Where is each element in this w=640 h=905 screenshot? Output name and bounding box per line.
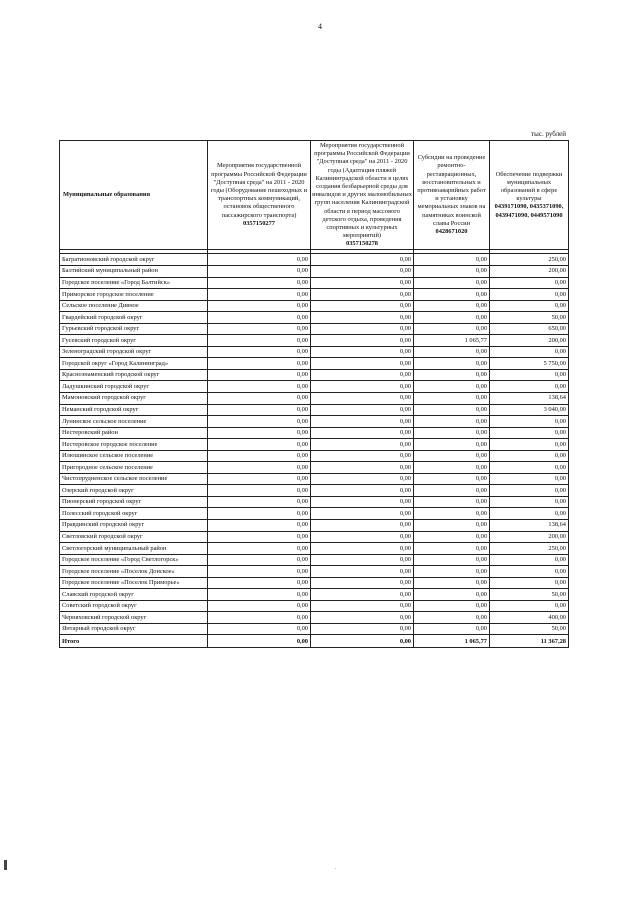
amount-c3: 0,00 bbox=[414, 346, 490, 358]
amount-c2: 0,00 bbox=[311, 577, 414, 589]
amount-c4: 0,00 bbox=[490, 369, 569, 381]
municipality-name: Неманский городской округ bbox=[60, 404, 208, 416]
amount-c4: 11 367,28 bbox=[490, 635, 569, 648]
table-row bbox=[60, 277, 569, 289]
municipality-name: Городское поселение «Город Светлогорск» bbox=[60, 554, 208, 566]
amount-c3: 0,00 bbox=[414, 473, 490, 485]
amount-c3: 0,00 bbox=[414, 600, 490, 612]
amount-c2: 0,00 bbox=[311, 346, 414, 358]
table-row bbox=[60, 289, 569, 301]
scan-margin-mark bbox=[4, 860, 7, 870]
amount-c4: 5 750,00 bbox=[490, 358, 569, 370]
municipality-name: Зеленоградский городской округ bbox=[60, 346, 208, 358]
municipality-name: Гурьевский городской округ bbox=[60, 323, 208, 335]
amount-c2: 0,00 bbox=[311, 554, 414, 566]
amount-c1: 0,00 bbox=[208, 416, 311, 428]
amount-c1: 0,00 bbox=[208, 450, 311, 462]
table-row bbox=[60, 358, 569, 370]
amount-c2: 0,00 bbox=[311, 612, 414, 624]
amount-c4: 50,00 bbox=[490, 623, 569, 635]
amount-c3: 0,00 bbox=[414, 612, 490, 624]
amount-c3: 0,00 bbox=[414, 358, 490, 370]
amount-c1: 0,00 bbox=[208, 612, 311, 624]
amount-c1: 0,00 bbox=[208, 600, 311, 612]
amount-c3: 0,00 bbox=[414, 404, 490, 416]
municipality-name: Черняховский городской округ bbox=[60, 612, 208, 624]
amount-c1: 0,00 bbox=[208, 566, 311, 578]
amount-c3: 0,00 bbox=[414, 393, 490, 405]
amount-c3: 0,00 bbox=[414, 312, 490, 324]
amount-c2: 0,00 bbox=[311, 543, 414, 555]
amount-c3: 0,00 bbox=[414, 485, 490, 497]
amount-c3: 0,00 bbox=[414, 462, 490, 474]
municipality-name: Советский городской округ bbox=[60, 600, 208, 612]
amount-c2: 0,00 bbox=[311, 312, 414, 324]
amount-c3: 0,00 bbox=[414, 450, 490, 462]
table-row bbox=[60, 462, 569, 474]
amount-c2: 0,00 bbox=[311, 277, 414, 289]
amount-c2: 0,00 bbox=[311, 427, 414, 439]
column-header-code: 0357150278 bbox=[346, 240, 378, 248]
amount-c2: 0,00 bbox=[311, 265, 414, 277]
amount-c1: 0,00 bbox=[208, 473, 311, 485]
municipality-name: Светлогорский муниципальный район bbox=[60, 543, 208, 555]
table-row bbox=[60, 600, 569, 612]
amount-c2: 0,00 bbox=[311, 566, 414, 578]
amount-c4: 0,00 bbox=[490, 577, 569, 589]
amount-c4: 250,00 bbox=[490, 254, 569, 266]
column-header-text: Муниципальные образования bbox=[63, 191, 151, 199]
table-row bbox=[60, 589, 569, 601]
table-row bbox=[60, 427, 569, 439]
municipality-name: Светловский городской округ bbox=[60, 531, 208, 543]
amount-c2: 0,00 bbox=[311, 485, 414, 497]
amount-c4: 3 040,00 bbox=[490, 404, 569, 416]
amount-c3: 1 065,77 bbox=[414, 635, 490, 648]
amount-c3: 0,00 bbox=[414, 416, 490, 428]
municipality-name: Гусевский городской округ bbox=[60, 335, 208, 347]
amount-c1: 0,00 bbox=[208, 265, 311, 277]
column-header-text: Мероприятия государственной программы Российской Федерации "Доступная среда" на 2011 - 2020 годы (Оборудование пешеходных и транспортных коммуникаций, остановок общественного пассажирского транспорта) bbox=[210, 162, 308, 219]
amount-c4: 0,00 bbox=[490, 439, 569, 451]
amount-c3: 0,00 bbox=[414, 277, 490, 289]
amount-c2: 0,00 bbox=[311, 508, 414, 520]
amount-c1: 0,00 bbox=[208, 589, 311, 601]
amount-c4: 650,00 bbox=[490, 323, 569, 335]
table-row bbox=[60, 312, 569, 324]
table-row bbox=[60, 612, 569, 624]
amount-c1: 0,00 bbox=[208, 623, 311, 635]
amount-c3: 0,00 bbox=[414, 589, 490, 601]
amount-c3: 0,00 bbox=[414, 508, 490, 520]
amount-c4: 0,00 bbox=[490, 346, 569, 358]
municipality-name: Полесский городской округ bbox=[60, 508, 208, 520]
municipality-name: Приморское городское поселение bbox=[60, 289, 208, 301]
table-row bbox=[60, 335, 569, 347]
amount-c2: 0,00 bbox=[311, 635, 414, 648]
municipality-name: Озерский городской округ bbox=[60, 485, 208, 497]
amount-c3: 0,00 bbox=[414, 439, 490, 451]
amount-c2: 0,00 bbox=[311, 369, 414, 381]
municipality-name: Городское поселение «Поселок Приморье» bbox=[60, 577, 208, 589]
amount-c1: 0,00 bbox=[208, 508, 311, 520]
municipality-name: Чистопрудненское сельское поселение bbox=[60, 473, 208, 485]
footer-mark: . bbox=[335, 865, 337, 871]
column-header-c1 bbox=[208, 141, 311, 250]
municipality-name: Итого bbox=[60, 635, 208, 648]
amount-c3: 0,00 bbox=[414, 520, 490, 532]
column-header-c4 bbox=[490, 141, 569, 250]
amount-c4: 138,64 bbox=[490, 393, 569, 405]
amount-c4: 50,00 bbox=[490, 589, 569, 601]
table-row bbox=[60, 520, 569, 532]
amount-c4: 0,00 bbox=[490, 473, 569, 485]
amount-c2: 0,00 bbox=[311, 404, 414, 416]
table-row bbox=[60, 566, 569, 578]
amount-c2: 0,00 bbox=[311, 416, 414, 428]
amount-c4: 0,00 bbox=[490, 508, 569, 520]
municipality-name: Городской округ «Город Калининград» bbox=[60, 358, 208, 370]
amount-c4: 0,00 bbox=[490, 566, 569, 578]
amount-c1: 0,00 bbox=[208, 381, 311, 393]
municipality-name: Янтарный городской округ bbox=[60, 623, 208, 635]
column-header-text: Субсидии на проведение ремонтно-реставрационных, восстановительных и противоаварийных работ и установку мемориальных знаков на памятниках воинской славы России bbox=[417, 154, 486, 227]
amount-c2: 0,00 bbox=[311, 323, 414, 335]
amount-c2: 0,00 bbox=[311, 300, 414, 312]
amount-c1: 0,00 bbox=[208, 312, 311, 324]
amount-c4: 138,64 bbox=[490, 520, 569, 532]
amount-c1: 0,00 bbox=[208, 635, 311, 648]
amount-c1: 0,00 bbox=[208, 439, 311, 451]
table-row bbox=[60, 623, 569, 635]
amount-c1: 0,00 bbox=[208, 393, 311, 405]
amount-c1: 0,00 bbox=[208, 369, 311, 381]
table-row bbox=[60, 323, 569, 335]
table-header bbox=[60, 141, 569, 254]
budget-table bbox=[59, 140, 569, 648]
table-row bbox=[60, 496, 569, 508]
table-row bbox=[60, 369, 569, 381]
table-row bbox=[60, 254, 569, 266]
table-row bbox=[60, 508, 569, 520]
municipality-name: Славский городской округ bbox=[60, 589, 208, 601]
municipality-name: Пригородное сельское поселение bbox=[60, 462, 208, 474]
amount-c2: 0,00 bbox=[311, 600, 414, 612]
amount-c2: 0,00 bbox=[311, 439, 414, 451]
amount-c4: 200,00 bbox=[490, 265, 569, 277]
table-row bbox=[60, 543, 569, 555]
amount-c3: 0,00 bbox=[414, 427, 490, 439]
table-row bbox=[60, 381, 569, 393]
amount-c1: 0,00 bbox=[208, 577, 311, 589]
total-row bbox=[60, 635, 569, 648]
amount-c1: 0,00 bbox=[208, 404, 311, 416]
amount-c3: 0,00 bbox=[414, 289, 490, 301]
amount-c4: 0,00 bbox=[490, 381, 569, 393]
municipality-name: Балтийский муниципальный район bbox=[60, 265, 208, 277]
municipality-name: Лунинское сельское поселение bbox=[60, 416, 208, 428]
amount-c4: 200,00 bbox=[490, 335, 569, 347]
amount-c1: 0,00 bbox=[208, 254, 311, 266]
amount-c2: 0,00 bbox=[311, 381, 414, 393]
amount-c3: 1 065,77 bbox=[414, 335, 490, 347]
amount-c1: 0,00 bbox=[208, 485, 311, 497]
table-row bbox=[60, 416, 569, 428]
amount-c1: 0,00 bbox=[208, 323, 311, 335]
amount-c2: 0,00 bbox=[311, 393, 414, 405]
unit-label: тыс. рублей bbox=[531, 130, 566, 138]
amount-c4: 200,00 bbox=[490, 531, 569, 543]
column-header-c2 bbox=[311, 141, 414, 250]
municipality-name: Багратионовский городской округ bbox=[60, 254, 208, 266]
amount-c1: 0,00 bbox=[208, 462, 311, 474]
amount-c3: 0,00 bbox=[414, 543, 490, 555]
amount-c4: 0,00 bbox=[490, 427, 569, 439]
municipality-name: Мамоновский городской округ bbox=[60, 393, 208, 405]
amount-c3: 0,00 bbox=[414, 369, 490, 381]
amount-c3: 0,00 bbox=[414, 323, 490, 335]
municipality-name: Краснознаменский городской округ bbox=[60, 369, 208, 381]
amount-c4: 250,00 bbox=[490, 543, 569, 555]
amount-c2: 0,00 bbox=[311, 358, 414, 370]
amount-c1: 0,00 bbox=[208, 358, 311, 370]
amount-c2: 0,00 bbox=[311, 520, 414, 532]
municipality-name: Нестеровский район bbox=[60, 427, 208, 439]
column-header-code: 0428671020 bbox=[435, 227, 468, 235]
amount-c3: 0,00 bbox=[414, 566, 490, 578]
amount-c4: 50,00 bbox=[490, 312, 569, 324]
amount-c3: 0,00 bbox=[414, 577, 490, 589]
municipality-name: Ладушкинский городской округ bbox=[60, 381, 208, 393]
page-number: 4 bbox=[318, 22, 322, 31]
amount-c1: 0,00 bbox=[208, 531, 311, 543]
amount-c1: 0,00 bbox=[208, 335, 311, 347]
table-row bbox=[60, 439, 569, 451]
table-body bbox=[60, 254, 569, 648]
amount-c2: 0,00 bbox=[311, 496, 414, 508]
amount-c4: 0,00 bbox=[490, 289, 569, 301]
amount-c3: 0,00 bbox=[414, 254, 490, 266]
amount-c3: 0,00 bbox=[414, 300, 490, 312]
amount-c1: 0,00 bbox=[208, 346, 311, 358]
amount-c1: 0,00 bbox=[208, 300, 311, 312]
municipality-name: Гвардейский городской округ bbox=[60, 312, 208, 324]
amount-c4: 0,00 bbox=[490, 462, 569, 474]
table-row bbox=[60, 346, 569, 358]
table-row bbox=[60, 393, 569, 405]
amount-c2: 0,00 bbox=[311, 462, 414, 474]
amount-c1: 0,00 bbox=[208, 277, 311, 289]
column-header-name bbox=[60, 141, 208, 250]
amount-c3: 0,00 bbox=[414, 265, 490, 277]
municipality-name: Правдинский городской округ bbox=[60, 520, 208, 532]
municipality-name: Нестеровское городское поселение bbox=[60, 439, 208, 451]
amount-c2: 0,00 bbox=[311, 623, 414, 635]
municipality-name: Сельское поселение Дивное bbox=[60, 300, 208, 312]
amount-c4: 0,00 bbox=[490, 554, 569, 566]
table-row bbox=[60, 531, 569, 543]
table-row bbox=[60, 450, 569, 462]
column-header-c3 bbox=[414, 141, 490, 250]
amount-c4: 0,00 bbox=[490, 450, 569, 462]
amount-c2: 0,00 bbox=[311, 473, 414, 485]
amount-c2: 0,00 bbox=[311, 254, 414, 266]
amount-c1: 0,00 bbox=[208, 543, 311, 555]
municipality-name: Пионерский городской округ bbox=[60, 496, 208, 508]
amount-c4: 0,00 bbox=[490, 416, 569, 428]
table-row bbox=[60, 577, 569, 589]
amount-c4: 0,00 bbox=[490, 496, 569, 508]
amount-c4: 0,00 bbox=[490, 485, 569, 497]
amount-c2: 0,00 bbox=[311, 531, 414, 543]
amount-c4: 0,00 bbox=[490, 277, 569, 289]
amount-c3: 0,00 bbox=[414, 381, 490, 393]
amount-c2: 0,00 bbox=[311, 589, 414, 601]
amount-c4: 0,00 bbox=[490, 300, 569, 312]
amount-c2: 0,00 bbox=[311, 335, 414, 347]
amount-c4: 400,00 bbox=[490, 612, 569, 624]
column-header-code: 0439171090, 0435371090, 0439471090, 0449571090 bbox=[494, 203, 564, 219]
municipality-name: Городское поселение «Город Балтийск» bbox=[60, 277, 208, 289]
column-header-text: Мероприятия государственной программы Российской Федерации "Доступная среда" на 2011 - 2020 годы (Адаптация пляжей Калининградской области в целях создания безбарьерной среды для инвалидов и других маломобильных групп населения Калининградской области в период массового детского отдыха, проведения спортивных и культурных мероприятий) bbox=[312, 142, 412, 240]
amount-c2: 0,00 bbox=[311, 289, 414, 301]
amount-c1: 0,00 bbox=[208, 496, 311, 508]
municipality-name: Городское поселение «Поселок Донское» bbox=[60, 566, 208, 578]
amount-c1: 0,00 bbox=[208, 554, 311, 566]
table-row bbox=[60, 404, 569, 416]
column-header-text: Обеспечение подвержки муниципальных образований в сфере культуры bbox=[495, 170, 563, 203]
amount-c2: 0,00 bbox=[311, 450, 414, 462]
amount-c3: 0,00 bbox=[414, 623, 490, 635]
amount-c1: 0,00 bbox=[208, 520, 311, 532]
municipality-name: Илюшинское сельское поселение bbox=[60, 450, 208, 462]
table-row bbox=[60, 554, 569, 566]
amount-c3: 0,00 bbox=[414, 496, 490, 508]
amount-c3: 0,00 bbox=[414, 554, 490, 566]
amount-c1: 0,00 bbox=[208, 427, 311, 439]
table-row bbox=[60, 473, 569, 485]
amount-c1: 0,00 bbox=[208, 289, 311, 301]
column-header-code: 0357150277 bbox=[243, 219, 275, 227]
amount-c4: 0,00 bbox=[490, 600, 569, 612]
table-row bbox=[60, 265, 569, 277]
amount-c3: 0,00 bbox=[414, 531, 490, 543]
table-row bbox=[60, 485, 569, 497]
table-row bbox=[60, 300, 569, 312]
